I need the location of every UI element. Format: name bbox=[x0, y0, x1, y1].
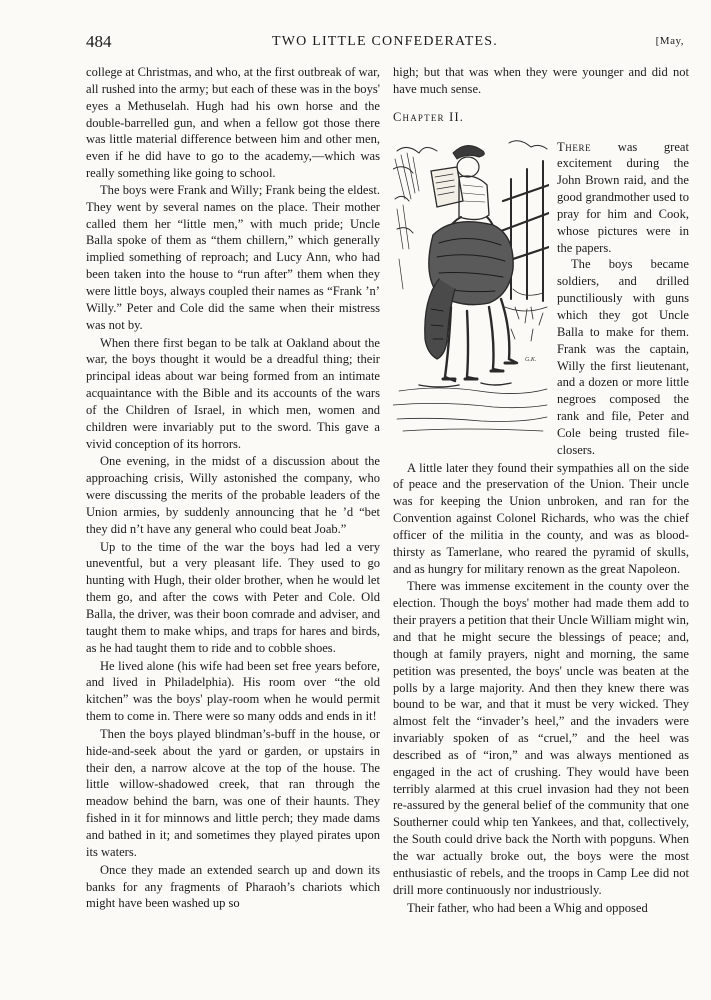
chapter-word: Chapter bbox=[393, 109, 445, 124]
paragraph: There was immense excitement in the county over the election. Though the boys' mother had made them add to their prayers a petition that their Uncle William might win, and that he might secure the blessings of peace; and, though at family prayers, night and morning, the same petition was presented, the boys' uncle was beaten at the polls by a large majority. And then they knew there was bound to be war, and that it must be very wicked. They almost felt the “invader’s heel,” and the invaders were invariably spoken of as “cruel,” and the heel was described as of “iron,” and was always mentioned as engaged in the act of crushing. They would have been terribly alarmed at this cruel invasion had they not been re-assured by the general belief of the community that one Southerner could whip ten Yankees, and that, collectively, the South could drive back the North with popguns. When the war actually broke out, the boys were the most enthusiastic of rebels, and the troops in Camp Lee did not drill more continuously nor industriously. bbox=[393, 579, 689, 897]
running-title: TWO LITTLE CONFEDERATES. bbox=[272, 34, 498, 49]
page-number: 484 bbox=[86, 32, 112, 51]
paragraph: A little later they found their sympathies all on the side of peace and the preservation of the Union. Their uncle was for keeping the Union unbroken, and ran for the Convention against Colonel Richards, who was the chief officer of the militia in the county, and was as blood-thirsty as Tamerlane, who reared the pyramid of skulls, and as hungry for military renown as the great Napoleon. bbox=[393, 460, 689, 576]
running-month: [May, bbox=[655, 35, 684, 47]
paragraph: Then the boys played blindman’s-buff in the house, or hide-and-seek about the yard or garden, or upstairs in their den, a narrow alcove at the top of the house. The little willow-shadowed creek, that ran through the meadow behind the barn, was one of their haunts. They fished in it for minnows and little perch; they made dams and bathed in it; and sometimes they played pirates upon its waters. bbox=[86, 726, 380, 859]
paragraph: The boys became soldiers, and drilled punctiliously with guns which they got Uncle Balla to make for them. Frank was the captain, Willy the first lieutenant, and a dozen or more little negroes composed the rank and file, Peter and Cole being trusted file-closers. bbox=[557, 257, 689, 457]
paragraph: When there first began to be talk at Oakland about the war, the boys thought it would be a dreadful thing; their principal ideas about war being formed from an intimate acquaintance with the Bible and its accounts of the wars of the Children of Israel, in which men, women and children were invariably put to the sword. This gave a vivid conception of its horrors. bbox=[86, 335, 380, 451]
paragraph: Once they made an extended search up and down its banks for any fragments of Pharaoh’s chariots which might have been washed up so bbox=[86, 862, 380, 911]
paragraph: Their father, who had been a Whig and opposed bbox=[407, 900, 648, 915]
left-column bbox=[86, 64, 380, 912]
chapter-number: II. bbox=[449, 109, 465, 124]
engraving-boy-on-horse bbox=[393, 139, 549, 439]
paragraph: The boys were Frank and Willy; Frank being the eldest. They went by several names on the place. Their mother called them her “little men,” with much pride; Uncle Balla spoke of them as “them chillern,” which generally implied something of reproach; and Lucy Ann, who had been taken into the house to “run after” them when they were little boys, always coupled their names as “Frank ’n’ Willy.” Peter and Cole did the same when their mistress was not by. bbox=[86, 182, 380, 332]
right-column bbox=[393, 64, 689, 916]
engraving-illustration bbox=[393, 139, 549, 439]
paragraph: high; but that was when they were younger and did not have much sense. bbox=[393, 65, 689, 96]
paragraph: Up to the time of the war the boys had led a very uneventful, but a very pleasant life. They used to go hunting with Hugh, their older brother, when he would let them go, and after the cows with Peter and Cole. Old Balla, the driver, was their boon comrade and adviser, and taught them to make whips, and traps for hares and birds, as he had taught them to ride and to cobble shoes. bbox=[86, 539, 380, 655]
drop-lead-word: There bbox=[557, 139, 592, 154]
paragraph: One evening, in the midst of a discussion about the approaching crisis, Willy astonished the company, who were discussing the merits of the probable leaders of the Union armies, by suddenly announcing that he ’d “bet they did n’t have any general who could beat Joab.” bbox=[86, 454, 380, 536]
artist-signature: G.K. bbox=[525, 356, 537, 363]
paragraph: college at Christmas, and who, at the first outbreak of war, all rushed into the army; but each of these was in the boys' eyes a Methuselah. Hugh had his own horse and the double-barrelled gun, and when a fellow got those there was little material difference between him and other men, even if he did have to go to the academy,—which was really something like going to school. bbox=[86, 65, 380, 181]
running-header bbox=[86, 32, 684, 54]
paragraph: was great excitement during the John Brown raid, and the good grandmother used to pray for him and Cook, whose pictures were in the papers. bbox=[557, 139, 689, 255]
paragraph: He lived alone (his wife had been set free years before, and lived in Philadelphia). His room over “the old kitchen” was the boys' play-room when he would permit them to come in. There were so many odds and ends in it! bbox=[86, 658, 380, 724]
chapter-heading bbox=[393, 109, 689, 126]
